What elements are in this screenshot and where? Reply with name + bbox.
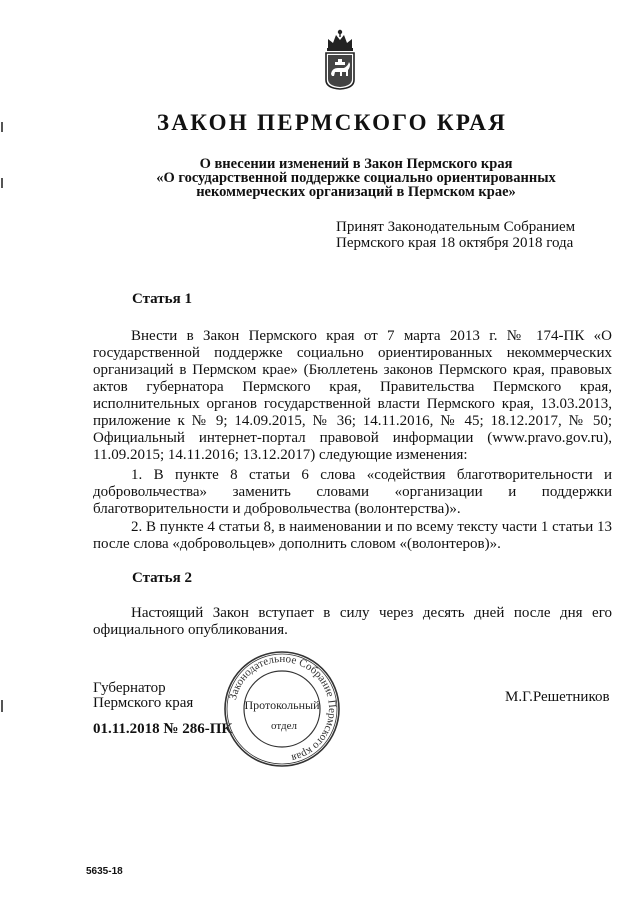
signatory-position	[93, 681, 193, 711]
adoption-line: Принят Законодательным Собранием	[336, 219, 576, 235]
signatory-name: М.Г.Решетников	[505, 689, 610, 705]
adoption-note	[336, 219, 575, 251]
position-line: Пермского края	[93, 695, 194, 711]
subtitle-line: О внесении изменений в Закон Пермского края	[199, 156, 513, 172]
scan-mark	[1, 700, 3, 712]
article-1-intro: Внести в Закон Пермского края от 7 марта 2013 г. № 174-ПК «О государственной поддержке социально ориентированных некоммерческих организаций в Пермском крае» (Бюллетень законов Пермского края, правовых актов губернатора Пермского края, Правительства Пермского края, исполнительных органов государственной власти Пермского края, 13.03.2013, приложение к № 9; 14.09.2015, № 36; 14.11.2016, № 45; 18.12.2017, № 50; Официальный интернет-портал правовой информации (www.pravo.gov.ru), 11.09.2015; 14.11.2016; 13.12.2017) следующие изменения:	[93, 328, 612, 463]
position-line: Губернатор	[93, 680, 166, 696]
article-1-item-1: 1. В пункте 8 статьи 6 слова «содействия благотворительности и добровольчества» заменить словами «организации и поддержки благотворительности и добровольчества (волонтерства)».	[93, 467, 612, 517]
document-code: 5635-18	[86, 866, 123, 877]
document-subtitle	[0, 157, 640, 199]
article-1-heading: Статья 1	[132, 291, 192, 307]
stamp-center-line: отдел	[271, 720, 297, 732]
stamp-ring-text: Законодательное Собрание Пермского края	[227, 652, 339, 764]
article-2-heading: Статья 2	[132, 570, 192, 586]
coat-of-arms-icon	[322, 28, 358, 90]
adoption-line: Пермского края 18 октября 2018 года	[336, 235, 574, 251]
law-date-number: 01.11.2018 № 286-ПК	[93, 721, 233, 737]
subtitle-line: «О государственной поддержке социально ориентированных	[156, 170, 556, 186]
official-stamp	[222, 649, 342, 769]
stamp-center-line: Протокольный	[244, 698, 320, 712]
document-title: ЗАКОН ПЕРМСКОГО КРАЯ	[156, 110, 508, 135]
subtitle-line: некоммерческих организаций в Пермском крае»	[196, 184, 516, 200]
article-1-item-2: 2. В пункте 4 статьи 8, в наименовании и по всему тексту части 1 статьи 13 после слова «добровольцев» дополнить словом «(волонтеров)».	[93, 519, 613, 552]
article-2-text: Настоящий Закон вступает в силу через десять дней после дня его официального опубликования.	[93, 605, 612, 638]
